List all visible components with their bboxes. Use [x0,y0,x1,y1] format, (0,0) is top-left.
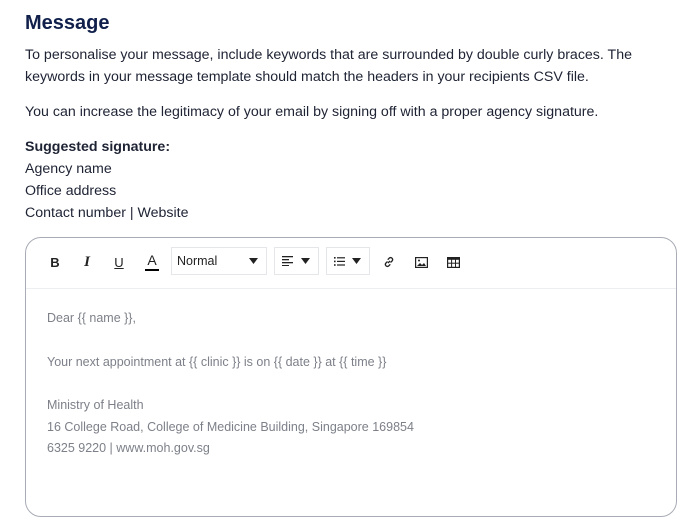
signature-title: Suggested signature: [25,139,171,155]
italic-button[interactable] [78,248,96,276]
heading-select-value: Normal [177,254,218,268]
underline-icon: U [114,254,124,270]
table-icon [447,257,460,268]
bold-icon: B [50,254,60,270]
font-color-button[interactable] [142,248,162,276]
chevron-down-icon [301,258,310,264]
signature-line-address: Office address [25,183,117,199]
page-title: Message [25,12,110,34]
editor-sign-org: Ministry of Health [47,398,144,412]
editor-sign-contact: 6325 9220 | www.moh.gov.sg [47,441,210,455]
chevron-down-icon [249,258,258,264]
image-icon [415,257,428,268]
underline-button[interactable] [110,248,128,276]
link-button[interactable] [380,248,398,276]
editor-toolbar [26,238,676,289]
editor-message: Your next appointment at {{ clinic }} is on {{ date }} at {{ time }} [47,354,387,369]
signature-line-contact: Contact number | Website [25,205,189,221]
chevron-down-icon [352,258,361,264]
intro-text: To personalise your message, include keywords that are surrounded by double curly braces. The keywords in your message template should match the headers in your recipients CSV file. [25,47,632,85]
image-button[interactable] [412,248,430,276]
signature-line-agency: Agency name [25,161,112,177]
font-color-icon: A [147,251,157,268]
table-button[interactable] [444,248,462,276]
editor-sign-address: 16 College Road, College of Medicine Building, Singapore 169854 [47,419,414,434]
editor-content[interactable] [47,308,656,460]
legitimacy-text: You can increase the legitimacy of your email by signing off with a proper agency signature. [25,104,599,120]
link-icon [383,256,395,268]
align-icon [282,256,293,266]
bold-button[interactable] [46,248,64,276]
align-select[interactable] [274,247,319,275]
list-select[interactable] [326,247,370,275]
editor-greeting: Dear {{ name }}, [47,311,136,325]
message-section [25,10,680,224]
rich-text-editor[interactable] [25,237,677,517]
list-icon [334,257,345,266]
heading-select[interactable] [171,247,267,275]
italic-icon: I [84,253,90,270]
font-color-swatch [145,269,159,271]
